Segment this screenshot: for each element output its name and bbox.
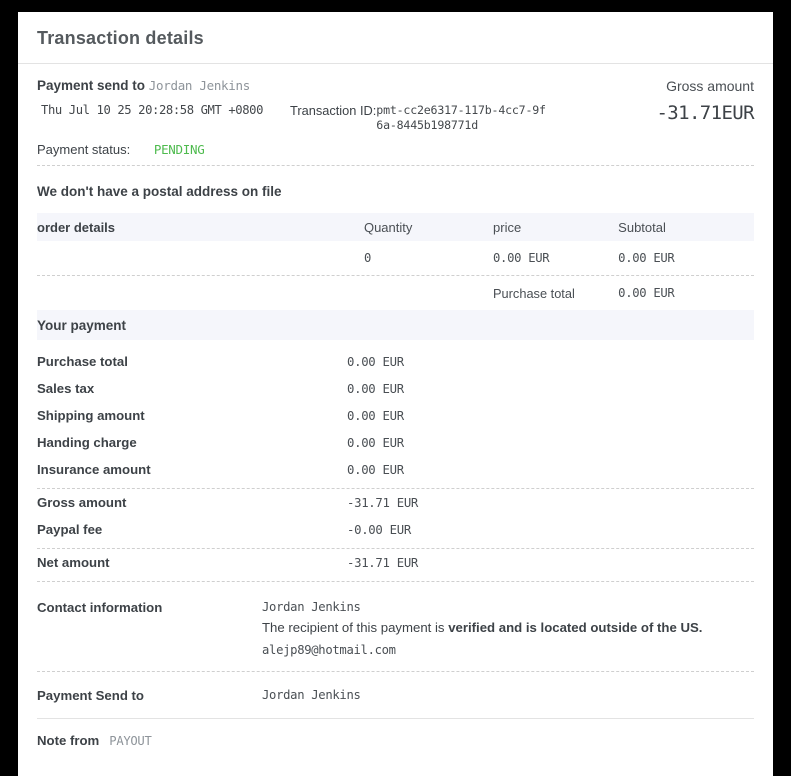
recipient-verification-prefix: The recipient of this payment is — [262, 620, 449, 635]
contact-information-block — [37, 582, 754, 671]
payment-row-value: 0.00 EUR — [347, 435, 404, 450]
column-order-details: order details — [37, 219, 116, 235]
payment-row-value: 0.00 EUR — [347, 408, 404, 423]
payment-row-value: 0.00 EUR — [347, 354, 404, 369]
payment-row-value: -31.71 EUR — [347, 495, 419, 510]
list-item — [37, 402, 754, 429]
payment-row-label: Net amount — [37, 555, 110, 570]
list-item — [37, 456, 754, 483]
transaction-date: Thu Jul 10 25 20:28:58 GMT +0800 — [41, 103, 263, 117]
note-block — [37, 719, 754, 758]
payment-row-label: Purchase total — [37, 354, 128, 369]
transaction-id-value: pmt-cc2e6317-117b-4cc7-9f6a-8445b198771d — [376, 103, 546, 132]
recipient-verification-text — [262, 620, 754, 643]
order-details-header-row — [37, 213, 754, 241]
your-payment-heading — [37, 310, 754, 340]
purchase-total-value: 0.00 EUR — [618, 286, 675, 300]
note-value: PAYOUT — [109, 734, 152, 748]
list-item — [37, 489, 754, 516]
table-row — [37, 241, 754, 275]
contact-information-label: Contact information — [37, 600, 163, 615]
payment-row-label: Gross amount — [37, 495, 127, 510]
column-subtotal: Subtotal — [618, 219, 666, 235]
payment-send-to-value: Jordan Jenkins — [262, 688, 361, 702]
payment-row-value: 0.00 EUR — [347, 462, 404, 477]
payment-row-label: Paypal fee — [37, 522, 103, 537]
order-item-quantity: 0 — [363, 251, 372, 265]
payment-status-line — [37, 142, 754, 157]
list-item — [37, 549, 754, 576]
contact-name: Jordan Jenkins — [262, 600, 361, 614]
list-item — [37, 348, 754, 375]
gross-amount-block — [534, 78, 754, 124]
status-badge: PENDING — [153, 142, 205, 157]
order-item-price: 0.00 EUR — [493, 251, 550, 265]
payment-send-to-section-label: Payment Send to — [37, 688, 144, 703]
transaction-id-label: Transaction ID: — [290, 103, 377, 118]
payment-row-label: Insurance amount — [37, 462, 151, 477]
column-quantity: Quantity — [363, 219, 413, 235]
payment-status-label: Payment status: — [37, 142, 131, 157]
payment-row-label: Handing charge — [37, 435, 137, 450]
payment-row-value: 0.00 EUR — [347, 381, 404, 396]
order-total-row — [37, 276, 754, 310]
page-title-bar — [18, 12, 773, 63]
payment-send-to-block — [37, 672, 754, 718]
order-item-subtotal: 0.00 EUR — [618, 251, 675, 265]
list-item — [37, 429, 754, 456]
contact-email: alejp89@hotmail.com — [262, 643, 396, 657]
your-payment-heading-label: Your payment — [37, 317, 127, 333]
transaction-details-page — [18, 12, 773, 776]
gross-amount-value: -31.71EUR — [656, 102, 754, 124]
gross-amount-label: Gross amount — [666, 78, 754, 94]
payment-send-to-label: Payment send to — [37, 78, 146, 93]
purchase-total-label: Purchase total — [493, 285, 575, 301]
payment-send-to-name: Jordan Jenkins — [148, 78, 250, 93]
payment-row-value: -0.00 EUR — [347, 522, 411, 537]
recipient-verification-bold: verified and is located outside of the US. — [448, 620, 703, 635]
note-label: Note from — [37, 733, 100, 748]
list-item — [37, 375, 754, 402]
your-payment-list — [37, 340, 754, 576]
payment-row-label: Sales tax — [37, 381, 95, 396]
postal-address-notice: We don't have a postal address on file — [37, 184, 282, 199]
page-title: Transaction details — [37, 28, 204, 48]
column-price: price — [493, 219, 522, 235]
payment-row-label: Shipping amount — [37, 408, 145, 423]
list-item — [37, 516, 754, 543]
transaction-header — [37, 64, 754, 165]
payment-row-value: -31.71 EUR — [347, 555, 419, 570]
